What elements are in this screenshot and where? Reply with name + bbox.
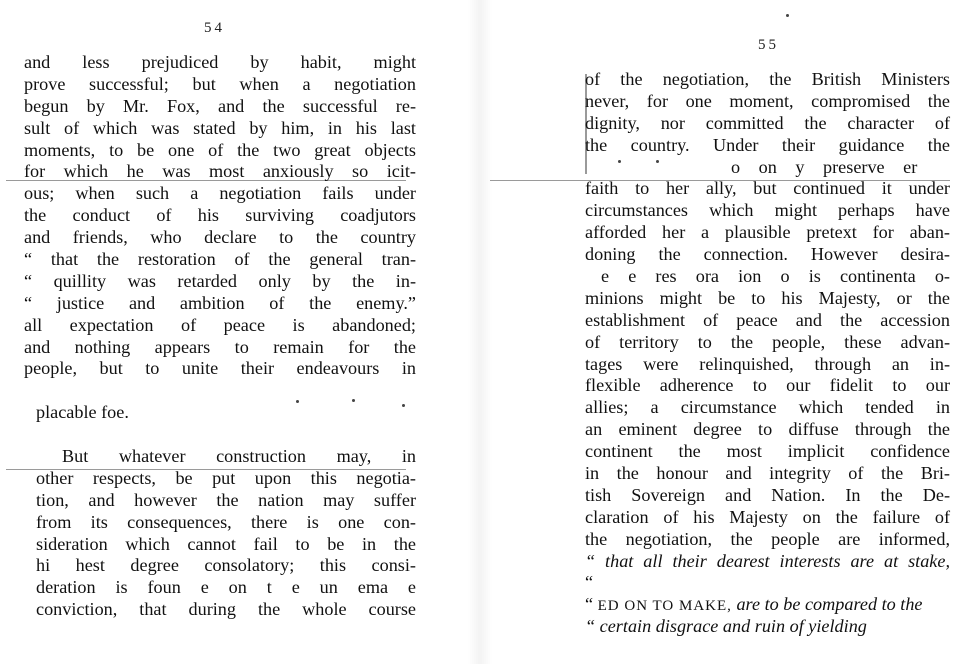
text-line: afforded her a plausible pretext for aban- <box>585 222 950 243</box>
right-page-text <box>585 69 950 638</box>
text-line: sult of which was stated by him, in his last <box>24 117 416 138</box>
left-page <box>0 0 470 664</box>
text-line: “ justice and ambition of the enemy.” <box>24 292 416 313</box>
text-line: and friends, who declare to the country <box>24 227 416 248</box>
text-line: continent the most implicit confidence <box>585 441 950 462</box>
text-line: the country. Under their guidance the <box>585 134 950 155</box>
text-line: and nothing appears to remain for the <box>24 336 416 357</box>
italic-phrase: are to be compared to the <box>736 594 923 615</box>
text-line: all expectation of peace is abandoned; <box>24 314 416 335</box>
text-line: the negotiation, the people are informed, <box>585 528 950 549</box>
text-line: e e res ora ion o is continenta o- <box>601 266 950 287</box>
text-line: prove successful; but when a negotiation <box>24 73 416 94</box>
text-line: other respects, be put upon this negotia- <box>36 467 416 488</box>
text-line: the conduct of his surviving coadjutors <box>24 205 416 226</box>
text-line: “ that the restoration of the general tran- <box>24 249 416 270</box>
book-gutter <box>468 0 492 664</box>
text-line: never, for one moment, compromised the <box>585 90 950 111</box>
right-page-number: 55 <box>758 37 779 53</box>
text-line: people, but to unite their endeavours in <box>24 358 416 379</box>
scan-speck <box>786 14 789 17</box>
left-page-text <box>24 52 416 621</box>
blank-line <box>24 424 416 446</box>
text-line: minions might be to his Majesty, or the <box>585 287 950 308</box>
text-line: moments, to be one of the two great objects <box>24 139 416 160</box>
quoted-line: “ <box>585 572 594 593</box>
text-line: dignity, nor committed the character of <box>585 112 950 133</box>
text-line: flexible adherence to our fidelit to our <box>585 375 950 396</box>
text-line: of the negotiation, the British Ministers <box>585 69 950 89</box>
quoted-line: “ that all their dearest interests are at stake, <box>585 550 950 571</box>
text-line: But whatever construction may, in <box>62 446 416 467</box>
text-line: begun by Mr. Fox, and the successful re- <box>24 95 416 116</box>
smallcaps-phrase: ED ON TO MAKE, <box>597 598 732 615</box>
quoted-line <box>585 594 950 616</box>
text-line: and less prejudiced by habit, might <box>24 52 416 72</box>
blank-line <box>24 380 416 402</box>
text-line: claration of his Majesty on the failure of <box>585 506 950 527</box>
text-line: ous; when such a negotiation fails under <box>24 183 416 204</box>
text-line: hi hest degree consolatory; this consi- <box>36 555 416 576</box>
text-line: tish Sovereign and Nation. In the De- <box>585 484 950 505</box>
text-line: establishment of peace and the accession <box>585 309 950 330</box>
text-line: allies; a circumstance which tended in <box>585 397 950 418</box>
left-page-number: 54 <box>204 20 225 36</box>
text-line: o on y preserve er <box>731 156 918 177</box>
quoted-line: “ certain disgrace and ruin of yielding <box>585 616 867 637</box>
text-line: circumstances which might perhaps have <box>585 200 950 221</box>
text-line: faith to her ally, but continued it under <box>585 178 950 199</box>
text-line: doning the connection. However desira- <box>585 244 950 265</box>
text-line: tion, and however the nation may suffer <box>36 489 416 510</box>
text-line: “ quillity was retarded only by the in- <box>24 270 416 291</box>
text-line: in the honour and integrity of the Bri- <box>585 463 950 484</box>
text-line: sideration which cannot fail to be in the <box>36 533 416 554</box>
text-line: tages were relinquished, through an in- <box>585 353 950 374</box>
text-line: placable foe. <box>36 402 129 423</box>
text-line: an eminent degree to diffuse through the <box>585 419 950 440</box>
text-line: for which he was most anxiously so icit- <box>24 161 416 182</box>
text-line: conviction, that during the whole course <box>36 599 416 620</box>
right-page <box>490 0 980 664</box>
quote-mark: “ <box>585 594 598 615</box>
text-line: from its consequences, there is one con- <box>36 511 416 532</box>
text-line: deration is foun e on t e un ema e <box>36 577 416 598</box>
text-line: of territory to the people, these advan- <box>585 331 950 352</box>
